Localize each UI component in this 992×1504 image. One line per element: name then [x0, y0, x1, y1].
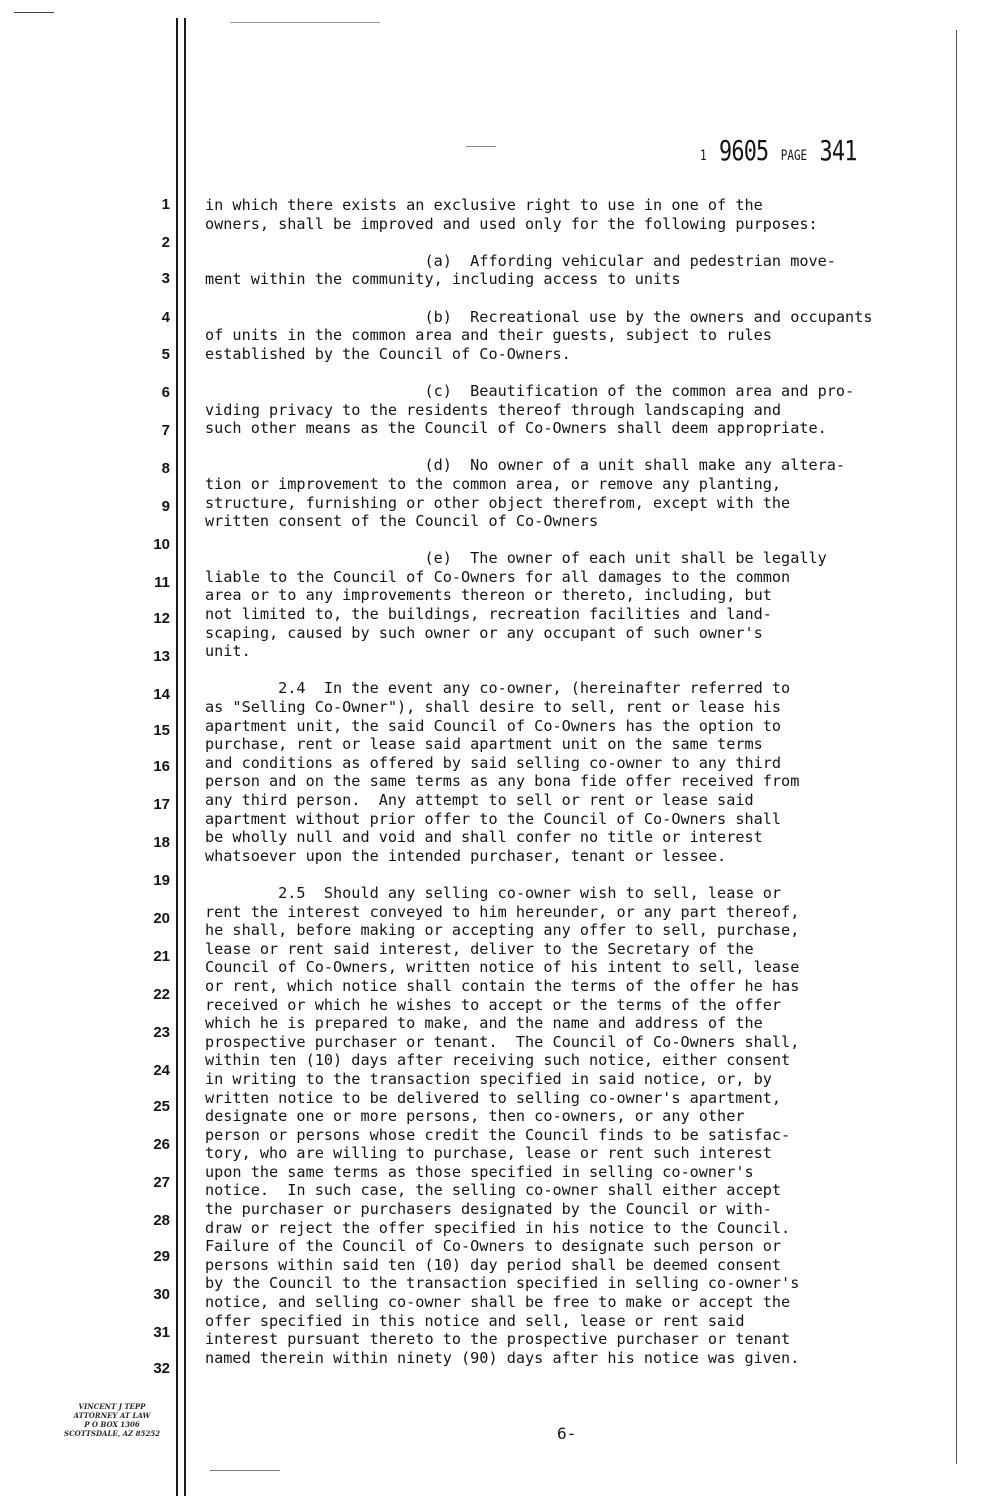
page-label: PAGE: [780, 148, 808, 164]
text-line: (b) Recreational use by the owners and occupants: [205, 307, 873, 326]
line-number: 18: [153, 834, 170, 851]
text-line: (d) No owner of a unit shall make any altera-: [205, 456, 846, 475]
text-line: notice. In such case, the selling co-owner shall either accept: [205, 1181, 782, 1200]
text-line: by the Council to the transaction specified in selling co-owner's: [205, 1274, 800, 1293]
line-number: 13: [153, 648, 170, 665]
text-line: Council of Co-Owners, written notice of his intent to sell, lease: [205, 958, 800, 977]
text-line: which he is prepared to make, and the name and address of the: [205, 1014, 763, 1033]
paragraph: [205, 884, 965, 1367]
line-number: 26: [153, 1136, 170, 1153]
recording-header: [700, 134, 857, 167]
paragraph: [205, 196, 965, 233]
left-margin-rule-inner: [184, 18, 186, 1496]
text-line: apartment unit, the said Council of Co-Owners has the option to: [205, 716, 782, 735]
text-line: persons within said ten (10) day period shall be deemed consent: [205, 1255, 782, 1274]
text-line: such other means as the Council of Co-Owners shall deem appropriate.: [205, 419, 827, 438]
line-number: 10: [153, 536, 170, 553]
paragraph-gap: [205, 531, 965, 550]
text-line: tion or improvement to the common area, or remove any planting,: [205, 474, 782, 493]
text-line: structure, furnishing or other object therefrom, except with the: [205, 493, 791, 512]
text-line: tory, who are willing to purchase, lease or rent such interest: [205, 1144, 772, 1163]
text-line: liable to the Council of Co-Owners for all damages to the common: [205, 567, 791, 586]
line-number: 9: [161, 498, 170, 515]
text-line: as "Selling Co-Owner"), shall desire to sell, rent or lease his: [205, 698, 782, 717]
stamp-line-4: SCOTTSDALE, AZ 85252: [64, 1429, 160, 1438]
text-line: interest pursuant thereto to the prospective purchaser or tenant: [205, 1330, 791, 1349]
paragraph: [205, 308, 965, 364]
line-number: 14: [153, 686, 170, 703]
line-number: 19: [153, 872, 170, 889]
line-number: 25: [153, 1098, 170, 1115]
paragraph-gap: [205, 865, 965, 884]
text-line: 2.4 In the event any co-owner, (hereinafter referred to: [205, 679, 791, 698]
line-number: 31: [153, 1324, 170, 1341]
line-number: 27: [153, 1174, 170, 1191]
line-number: 20: [153, 910, 170, 927]
page-number: 6-: [557, 1424, 577, 1443]
paragraph: [205, 679, 965, 865]
text-line: any third person. Any attempt to sell or rent or lease said: [205, 791, 754, 809]
paragraph: [205, 456, 965, 530]
text-line: in which there exists an exclusive right to use in one of the: [205, 196, 763, 214]
text-line: (a) Affording vehicular and pedestrian move-: [205, 251, 836, 270]
paragraph-gap: [205, 363, 965, 382]
line-number: 16: [153, 758, 170, 775]
document-body: [205, 196, 965, 1367]
line-number: 5: [161, 346, 170, 363]
line-number: 24: [153, 1062, 170, 1079]
paragraph: [205, 252, 965, 289]
text-line: written notice to be delivered to selling co-owner's apartment,: [205, 1088, 782, 1107]
text-line: notice, and selling co-owner shall be free to make or accept the: [205, 1293, 791, 1312]
text-line: established by the Council of Co-Owners.: [205, 344, 571, 363]
line-number: 22: [153, 986, 170, 1003]
text-line: area or to any improvements thereon or thereto, including, but: [205, 586, 772, 605]
text-line: viding privacy to the residents thereof through landscaping and: [205, 400, 782, 419]
text-line: owners, shall be improved and used only for the following purposes:: [205, 214, 818, 233]
text-line: rent the interest conveyed to him hereunder, or any part thereof,: [205, 902, 800, 921]
text-line: or rent, which notice shall contain the terms of the offer he has: [205, 976, 800, 995]
text-line: draw or reject the offer specified in his notice to the Council.: [205, 1218, 791, 1237]
paragraph: [205, 382, 965, 438]
line-number: 12: [153, 610, 170, 627]
scan-artifact: [466, 146, 496, 147]
text-line: and conditions as offered by said selling co-owner to any third: [205, 753, 782, 772]
line-number: 11: [154, 574, 170, 591]
text-line: purchase, rent or lease said apartment unit on the same terms: [205, 735, 763, 754]
text-line: unit.: [205, 642, 251, 661]
line-number: 8: [161, 460, 170, 477]
paragraph-gap: [205, 438, 965, 457]
text-line: apartment without prior offer to the Council of Co-Owners shall: [205, 809, 782, 828]
text-line: he shall, before making or accepting any offer to sell, purchase,: [205, 921, 800, 940]
text-line: offer specified in this notice and sell, lease or rent said: [205, 1311, 745, 1330]
paragraph-gap: [205, 233, 965, 252]
line-number: 3: [161, 270, 170, 287]
line-number: 29: [153, 1248, 170, 1265]
text-line: named therein within ninety (90) days after his notice was given.: [205, 1348, 800, 1367]
text-line: person or persons whose credit the Council finds to be satisfac-: [205, 1125, 791, 1144]
text-line: whatsoever upon the intended purchaser, tenant or lessee.: [205, 846, 727, 865]
line-number: 7: [161, 422, 170, 439]
text-line: not limited to, the buildings, recreation facilities and land-: [205, 605, 772, 624]
line-number: 30: [153, 1286, 170, 1303]
attorney-stamp: [52, 1402, 172, 1438]
text-line: ment within the community, including access to units: [205, 270, 681, 289]
line-number: 21: [153, 948, 170, 965]
line-number: 2: [161, 234, 170, 251]
text-line: Failure of the Council of Co-Owners to designate such person or: [205, 1237, 782, 1256]
text-line: received or which he wishes to accept or the terms of the offer: [205, 995, 782, 1014]
scan-artifact: [14, 12, 54, 13]
line-number: 17: [153, 796, 170, 813]
text-line: (c) Beautification of the common area and pro-: [205, 381, 855, 400]
text-line: (e) The owner of each unit shall be legally: [205, 549, 827, 568]
text-line: person and on the same terms as any bona fide offer received from: [205, 772, 800, 791]
text-line: be wholly null and void and shall confer no title or interest: [205, 828, 763, 847]
recorded-page-number: 341: [819, 134, 857, 167]
text-line: in writing to the transaction specified in said notice, or, by: [205, 1069, 772, 1088]
text-line: prospective purchaser or tenant. The Council of Co-Owners shall,: [205, 1032, 800, 1051]
left-margin-rule: [176, 18, 178, 1496]
line-number: 15: [153, 722, 170, 739]
line-number: 28: [153, 1212, 170, 1229]
text-line: upon the same terms as those specified in selling co-owner's: [205, 1162, 754, 1181]
text-line: lease or rent said interest, deliver to the Secretary of the: [205, 939, 754, 958]
stamp-line-3: P O BOX 1306: [84, 1420, 140, 1429]
book-number: 9605: [718, 134, 769, 167]
line-number: 6: [161, 384, 170, 401]
paragraph: [205, 549, 965, 661]
text-line: designate one or more persons, then co-owners, or any other: [205, 1107, 745, 1126]
text-line: 2.5 Should any selling co-owner wish to sell, lease or: [205, 883, 782, 902]
scan-artifact: [210, 1470, 280, 1471]
header-prefix: 1: [700, 148, 707, 164]
stamp-line-1: VINCENT J TEPP: [78, 1402, 146, 1411]
text-line: scaping, caused by such owner or any occupant of such owner's: [205, 623, 763, 642]
paragraph-gap: [205, 289, 965, 308]
text-line: within ten (10) days after receiving such notice, either consent: [205, 1051, 791, 1070]
line-number: 4: [161, 309, 170, 326]
text-line: written consent of the Council of Co-Owners: [205, 512, 599, 531]
text-line: the purchaser or purchasers designated by the Council or with-: [205, 1200, 772, 1219]
line-number: 1: [161, 196, 170, 213]
line-number: 32: [153, 1360, 170, 1377]
text-line: of units in the common area and their guests, subject to rules: [205, 326, 772, 345]
line-number: 23: [153, 1024, 170, 1041]
stamp-line-2: ATTORNEY AT LAW: [73, 1411, 151, 1420]
scan-artifact: [230, 22, 380, 23]
paragraph-gap: [205, 661, 965, 680]
